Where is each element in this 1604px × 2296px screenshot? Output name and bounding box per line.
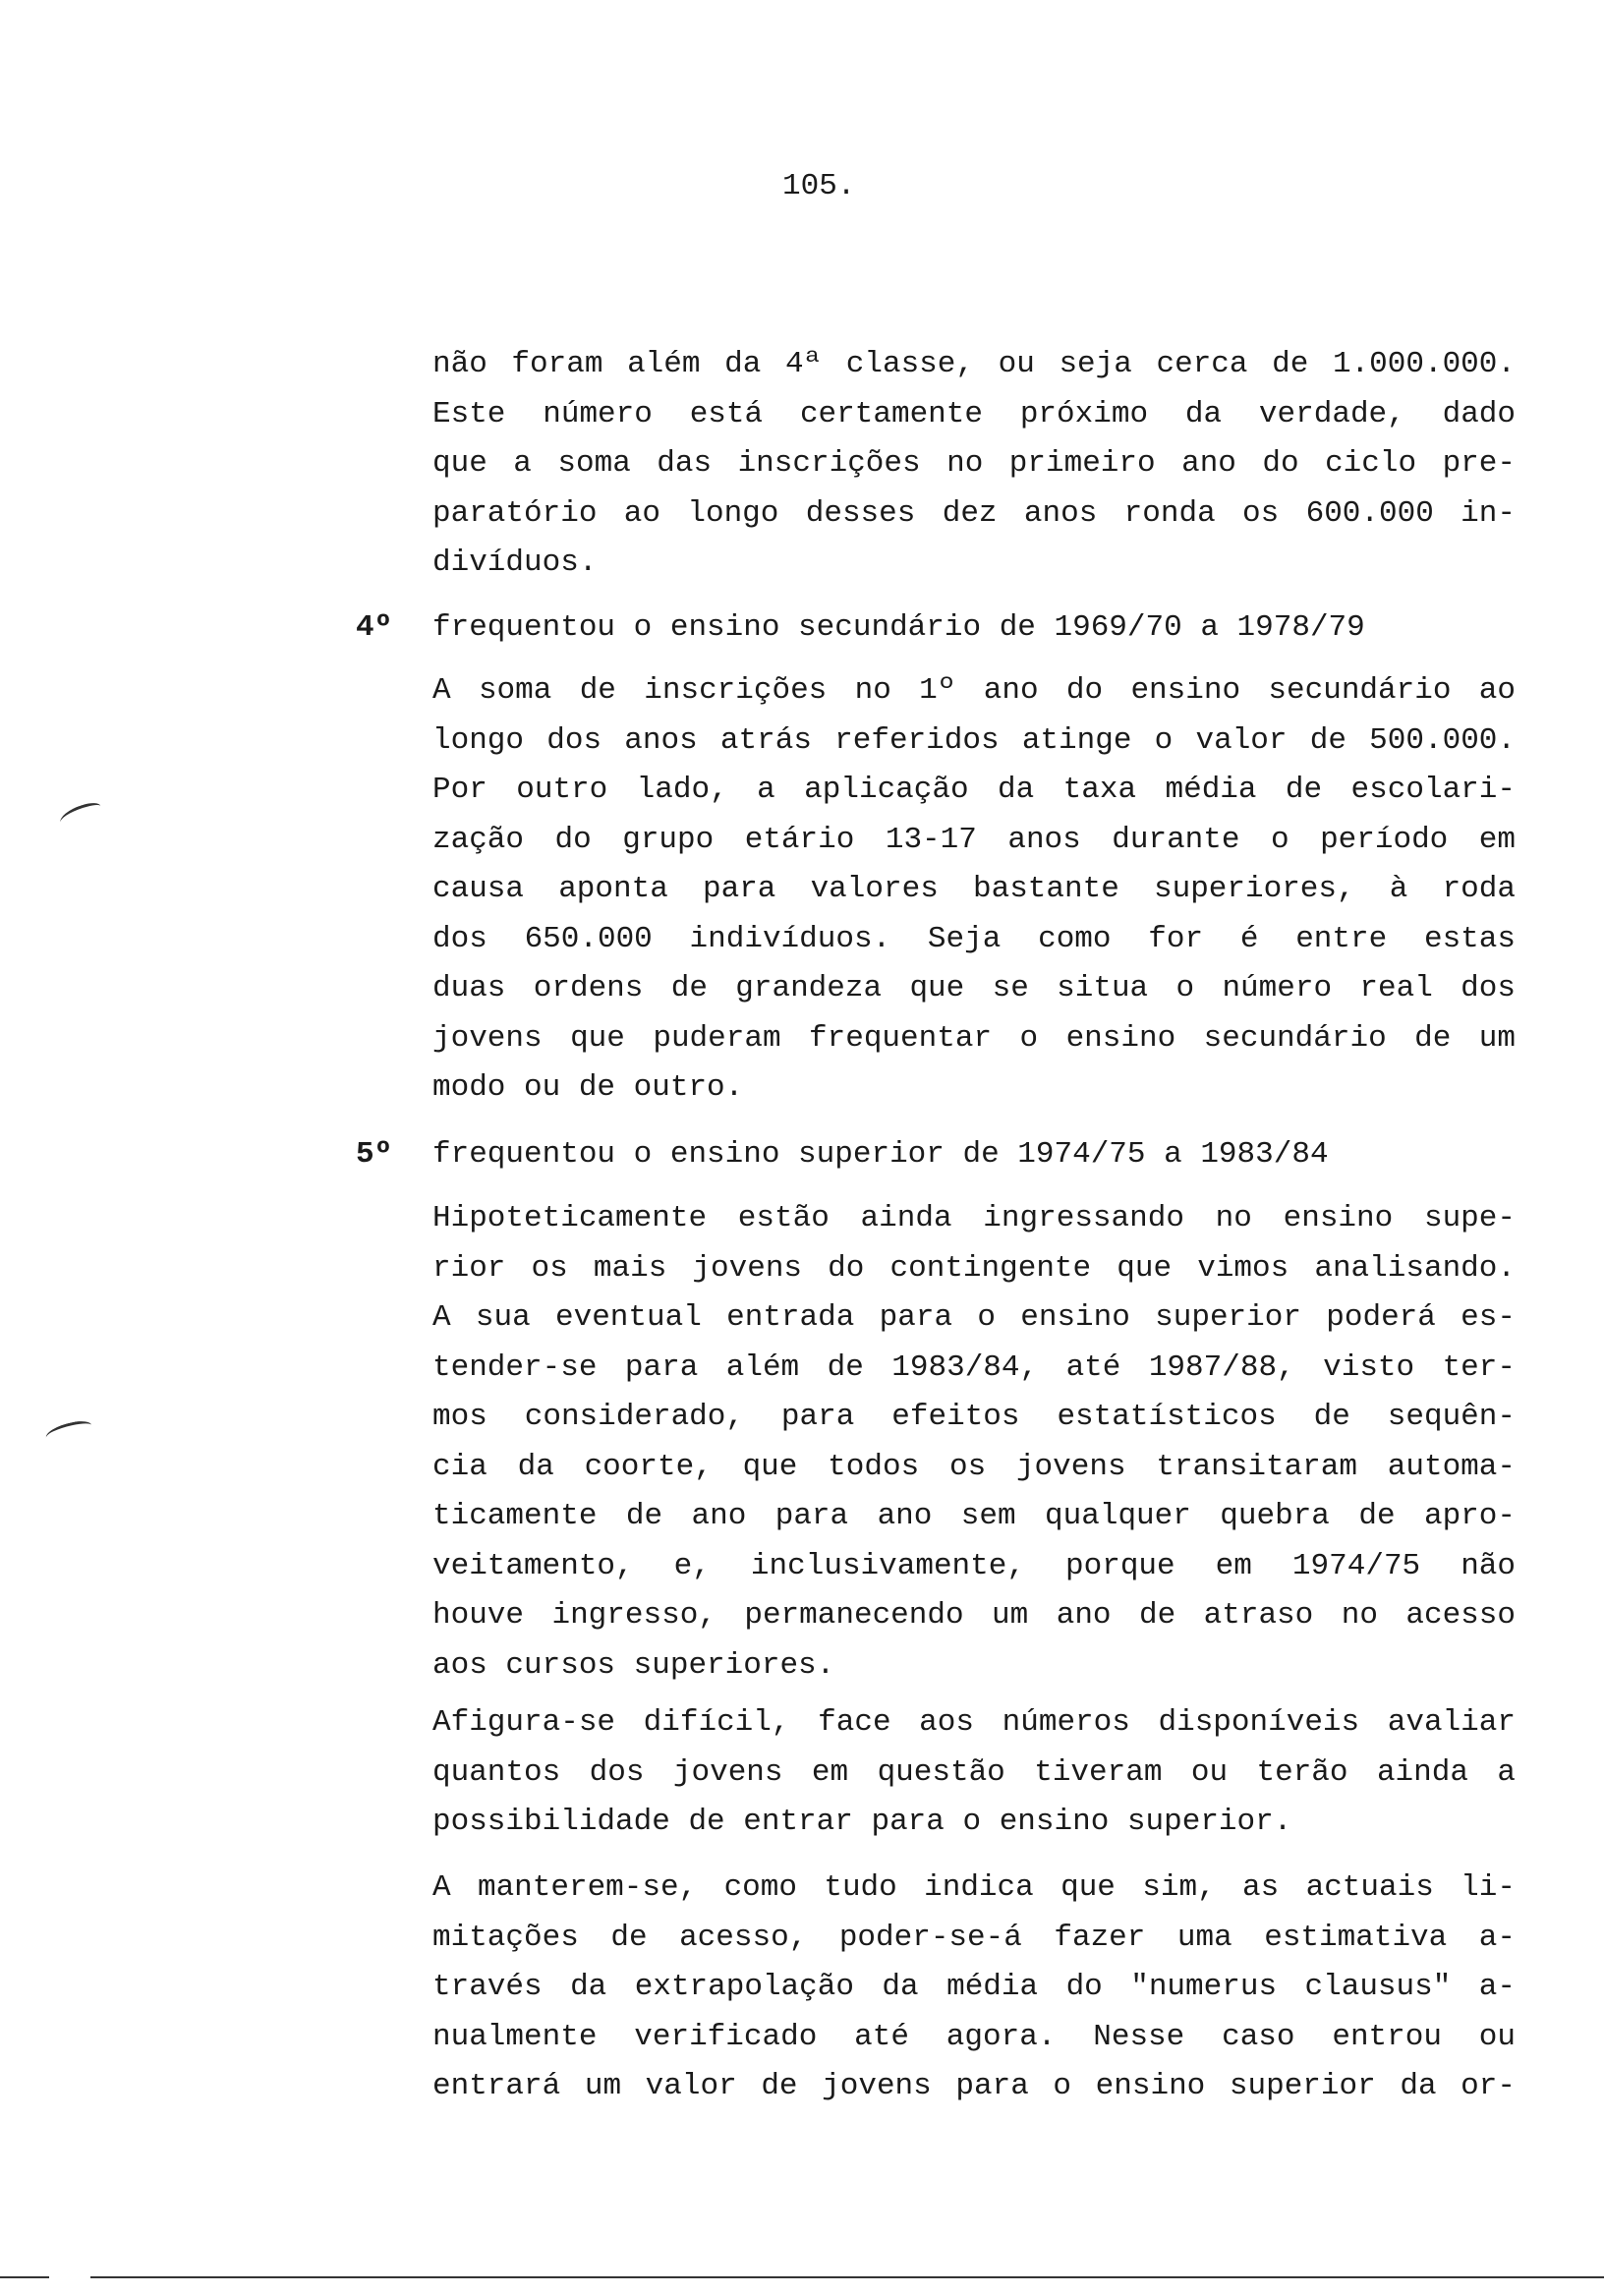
item-4-heading [356, 603, 1516, 653]
text-line: causa aponta para valores bastante superiores, à roda [432, 872, 1516, 906]
text-line: Afigura-se difícil, face aos números disponíveis avaliar [432, 1705, 1516, 1740]
text-line: nualmente verificado até agora. Nesse caso entrou ou [432, 2019, 1516, 2054]
text-line: quantos dos jovens em questão tiveram ou terão ainda a [432, 1754, 1516, 1790]
text-line: A soma de inscrições no 1º ano do ensino secundário ao [432, 673, 1516, 708]
text-line: não foram além da 4ª classe, ou seja cerca de 1.000.000. [432, 347, 1516, 381]
text-line: A sua eventual entrada para o ensino superior poderá es- [432, 1300, 1516, 1335]
text-line: houve ingresso, permanecendo um ano de atraso no acesso [432, 1598, 1516, 1633]
footer-rule [0, 2276, 49, 2278]
margin-mark [44, 1418, 93, 1445]
text-line: dos 650.000 indivíduos. Seja como for é entre estas [432, 921, 1516, 956]
text-line: Por outro lado, a aplicação da taxa média de escolari- [432, 773, 1516, 807]
paragraph-4 [432, 1698, 1516, 1848]
text-line: possibilidade de entrar para o ensino superior. [432, 1805, 1292, 1839]
text-line: que a soma das inscrições no primeiro ano do ciclo pre- [432, 446, 1516, 481]
text-line: mitações de acesso, poder-se-á fazer uma estimativa a- [432, 1920, 1516, 1955]
text-line: través da extrapolação da média do "numerus clausus" a- [432, 1970, 1516, 2004]
text-line: jovens que puderam frequentar o ensino secundário de um [432, 1020, 1516, 1056]
text-line: aos cursos superiores. [432, 1647, 835, 1683]
footer-rule [90, 2276, 1604, 2278]
text-line: longo dos anos atrás referidos atinge o valor de 500.000. [432, 722, 1516, 758]
text-line: entrará um valor de jovens para o ensino superior da or- [432, 2069, 1516, 2103]
paragraph-3 [432, 1194, 1516, 1691]
item-4-title: frequentou o ensino secundário de 1969/70 a 1978/79 [432, 610, 1365, 645]
text-line: A manterem-se, como tudo indica que sim, as actuais li- [432, 1870, 1516, 1905]
text-line: duas ordens de grandeza que se situa o número real dos [432, 971, 1516, 1005]
page-number: 105. [782, 169, 856, 203]
text-line: tender-se para além de 1983/84, até 1987/88, visto ter- [432, 1349, 1516, 1385]
item-5-heading [356, 1130, 1516, 1179]
margin-mark [57, 800, 103, 830]
text-line: cia da coorte, que todos os jovens transitaram automa- [432, 1449, 1516, 1484]
paragraph-5 [432, 1864, 1516, 2112]
text-line: Este número está certamente próximo da verdade, dado [432, 396, 1516, 431]
text-line: rior os mais jovens do contingente que vimos analisando. [432, 1250, 1516, 1286]
text-line: divíduos. [432, 545, 598, 580]
text-line: veitamento, e, inclusivamente, porque em 1974/75 não [432, 1548, 1516, 1583]
item-5-number: 5º [356, 1137, 393, 1172]
item-4-number: 4º [356, 610, 393, 645]
text-line: mos considerado, para efeitos estatísticos de sequên- [432, 1400, 1516, 1434]
item-5-title: frequentou o ensino superior de 1974/75 a 1983/84 [432, 1137, 1329, 1172]
paragraph-2 [432, 666, 1516, 1114]
text-line: modo ou de outro. [432, 1070, 744, 1105]
text-line: ticamente de ano para ano sem qualquer quebra de apro- [432, 1499, 1516, 1533]
text-line: paratório ao longo desses dez anos ronda os 600.000 in- [432, 495, 1516, 531]
text-line: Hipoteticamente estão ainda ingressando no ensino supe- [432, 1201, 1516, 1235]
paragraph-1 [432, 340, 1516, 589]
text-line: zação do grupo etário 13-17 anos durante o período em [432, 822, 1516, 857]
